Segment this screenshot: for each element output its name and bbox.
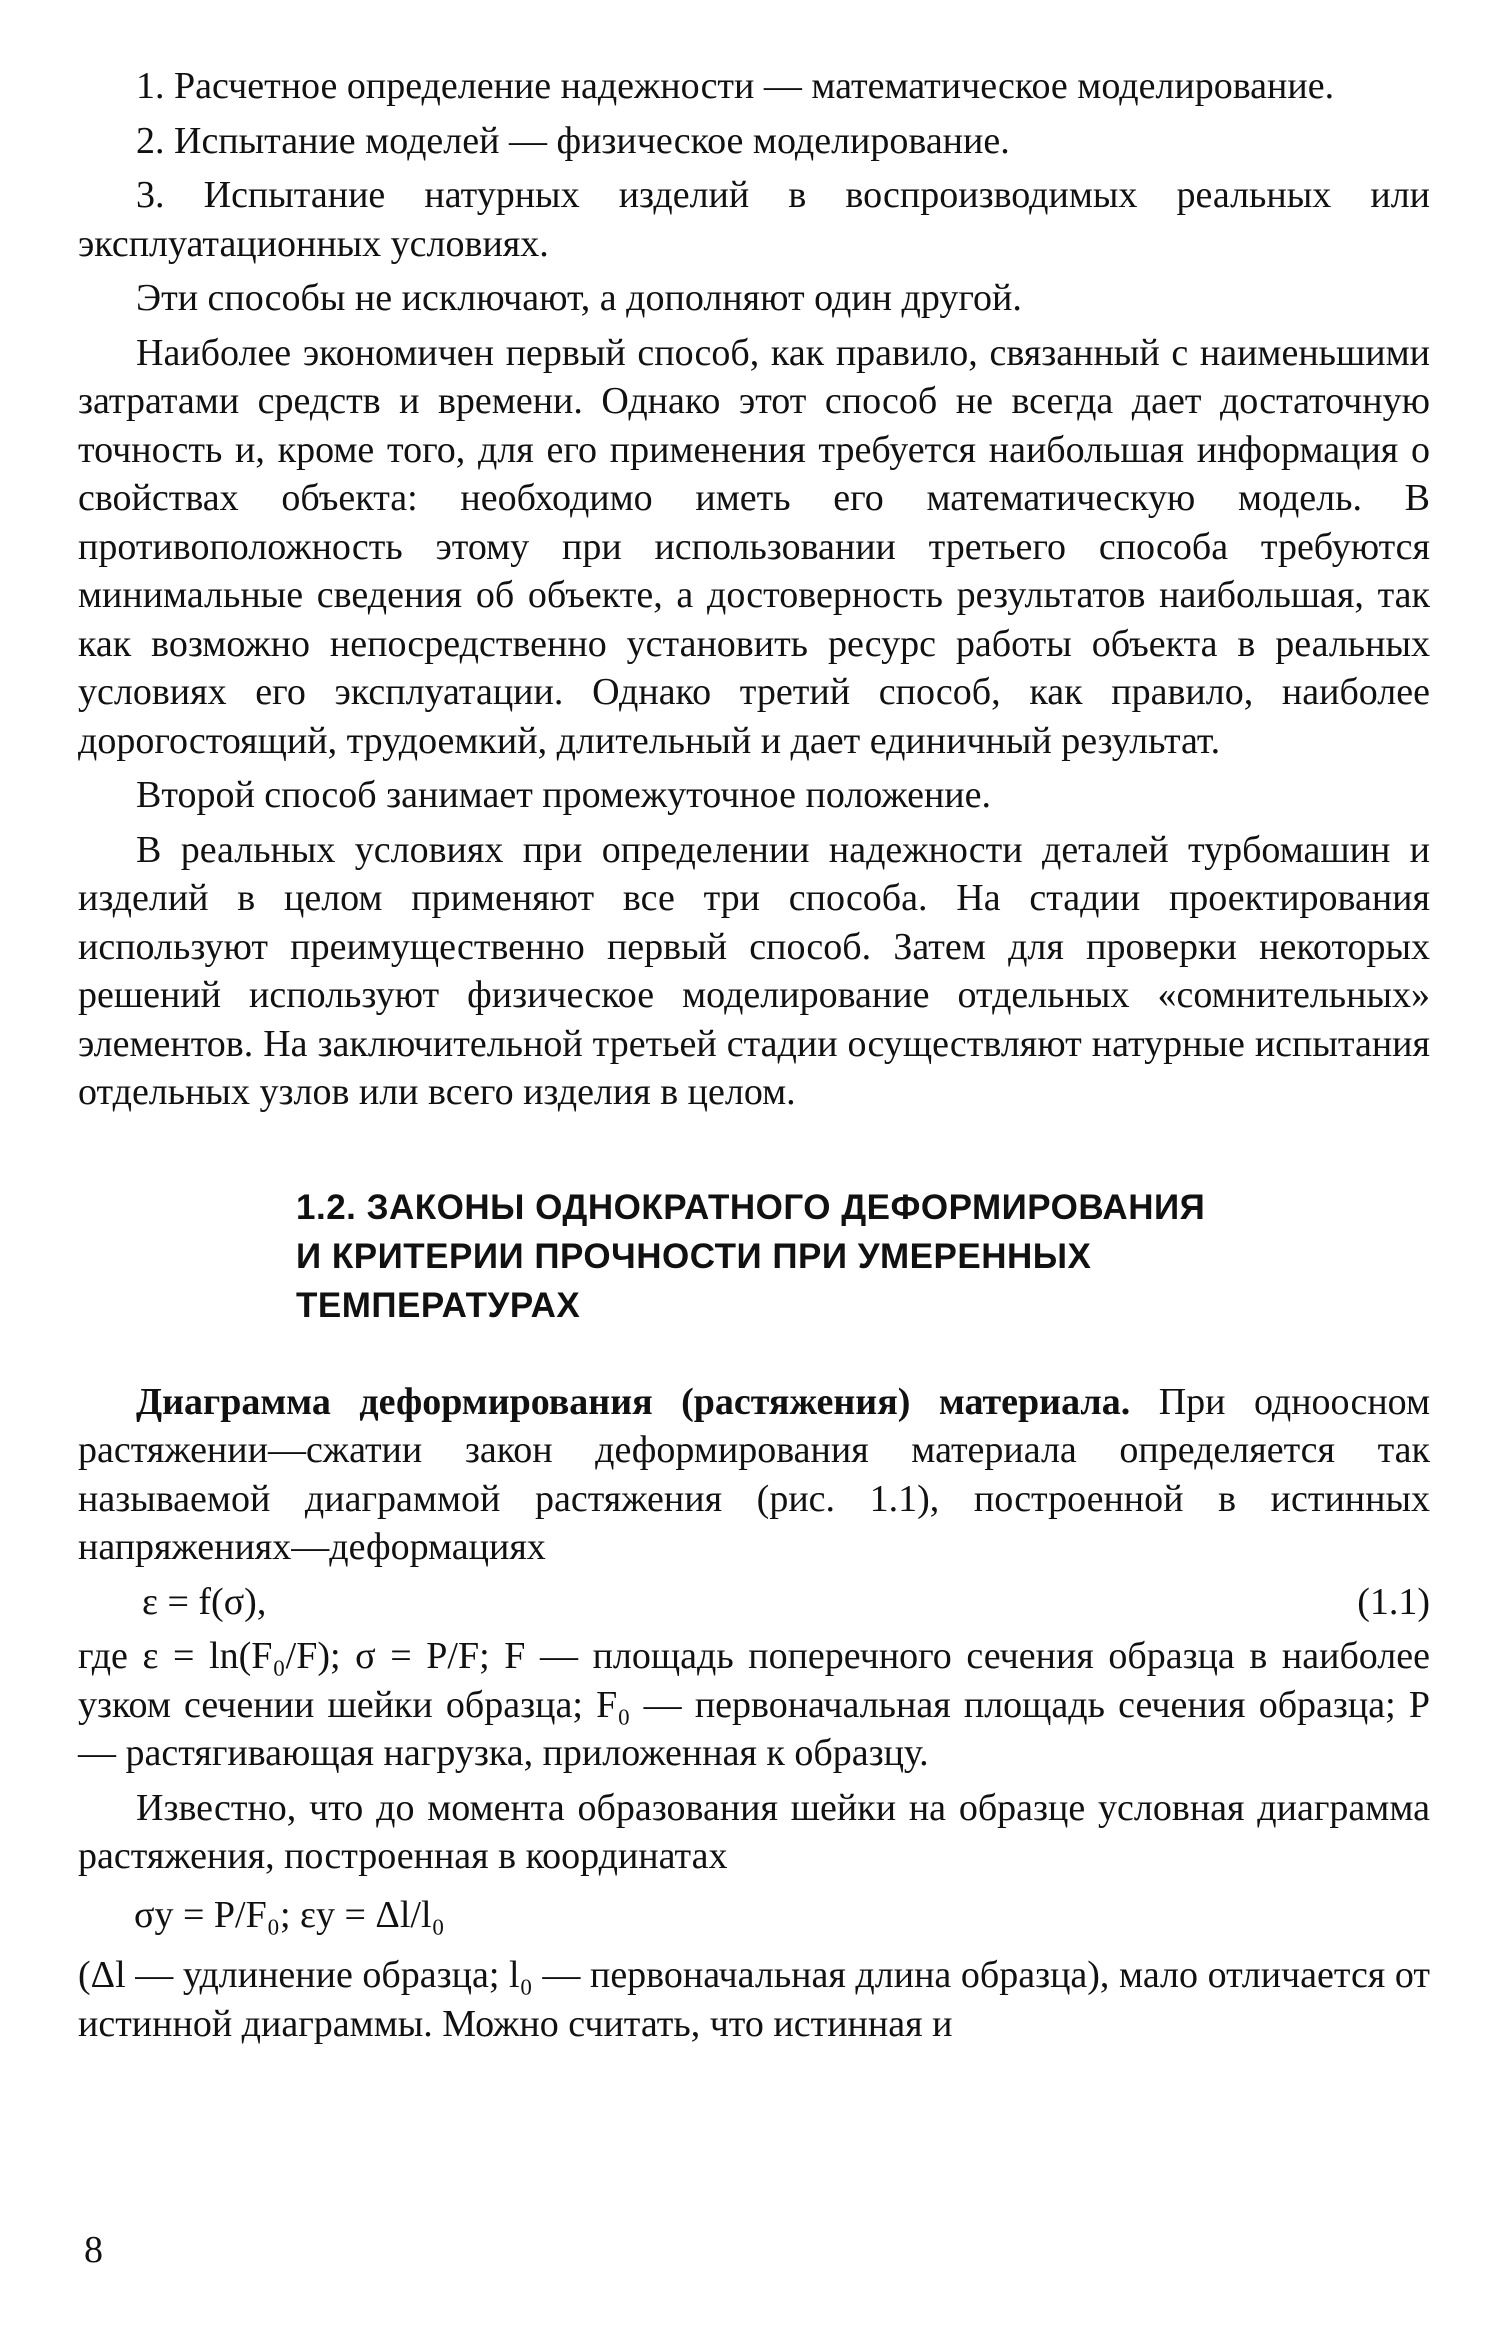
page-number: 8 — [84, 2229, 103, 2271]
paragraph: Известно, что до момента образования шейки на образце условная диаграмма растяжения, построенная в координатах — [78, 1786, 1430, 1877]
equation-row — [78, 1578, 1430, 1627]
section-heading-line: И КРИТЕРИИ ПРОЧНОСТИ ПРИ УМЕРЕННЫХ — [296, 1236, 1092, 1276]
paragraph: Эти способы не исключают, а дополняют один другой. — [136, 277, 1022, 319]
paragraph: где ε = ln(F₀/F); σ = P/F; F — площадь поперечного сечения образца в наиболее узком сечении шейки образца; F₀ — первоначальная площадь сечения образца; P — растягивающая нагрузка, приложенная к образцу. — [78, 1635, 1430, 1774]
paragraph: Наиболее экономичен первый способ, как правило, связанный с наименьшими затратами средств и времени. Однако этот способ не всегда дает достаточную точность и, кроме того, для его применения требуется наибольшая информация о свойствах объекта: необходимо иметь его математическую модель. В противоположность этому при использовании третьего способа требуются минимальные сведения об объекте, а достоверность результатов наибольшая, так как возможно непосредственно установить ресурс работы объекта в реальных условиях его эксплуатации. Однако третий способ, как правило, наиболее дорогостоящий, трудоемкий, длительный и дает единичный результат. — [78, 331, 1430, 762]
equation: ε = f(σ), — [142, 1580, 267, 1623]
list-item-3: 3. Испытание натурных изделий в воспроизводимых реальных или эксплуатационных условиях. — [78, 174, 1430, 265]
section-heading-line: ТЕМПЕРАТУРАХ — [296, 1285, 581, 1325]
equation: σy = P/F₀; εy = Δl/l₀ — [134, 1893, 445, 1936]
list-item-1: 1. Расчетное определение надежности — математическое моделирование. — [136, 65, 1335, 107]
list-item-2: 2. Испытание моделей — физическое моделирование. — [136, 119, 1010, 162]
paragraph: Второй способ занимает промежуточное положение. — [136, 774, 991, 816]
section-heading — [296, 1183, 1396, 1330]
section-heading-line: 1.2. ЗАКОНЫ ОДНОКРАТНОГО ДЕФОРМИРОВАНИЯ — [296, 1187, 1206, 1227]
run-in-heading: Диаграмма деформирования (растяжения) материала. — [136, 1380, 1131, 1423]
paragraph: (Δl — удлинение образца; l₀ — первоначальная длина образца), мало отличается от истинной диаграммы. Можно считать, что истинная и — [78, 1954, 1430, 2045]
equation-number: (1.1) — [1357, 1580, 1430, 1623]
paragraph-text: При одноосном растяжении—сжатии закон деформирования материала определяется так называемой диаграммой растяжения (рис. 1.1), построенной в истинных напряжениях—деформациях — [78, 1380, 1430, 1568]
page-body — [78, 62, 1430, 2048]
paragraph: В реальных условиях при определении надежности деталей турбомашин и изделий в целом применяют все три способа. На стадии проектирования используют преимущественно первый способ. Затем для проверки некоторых решений используют физическое моделирование отдельных «сомнительных» элементов. На заключительной третьей стадии осуществляют натурные испытания отдельных узлов или всего изделия в целом. — [78, 828, 1430, 1113]
paragraph — [78, 1378, 1430, 1572]
